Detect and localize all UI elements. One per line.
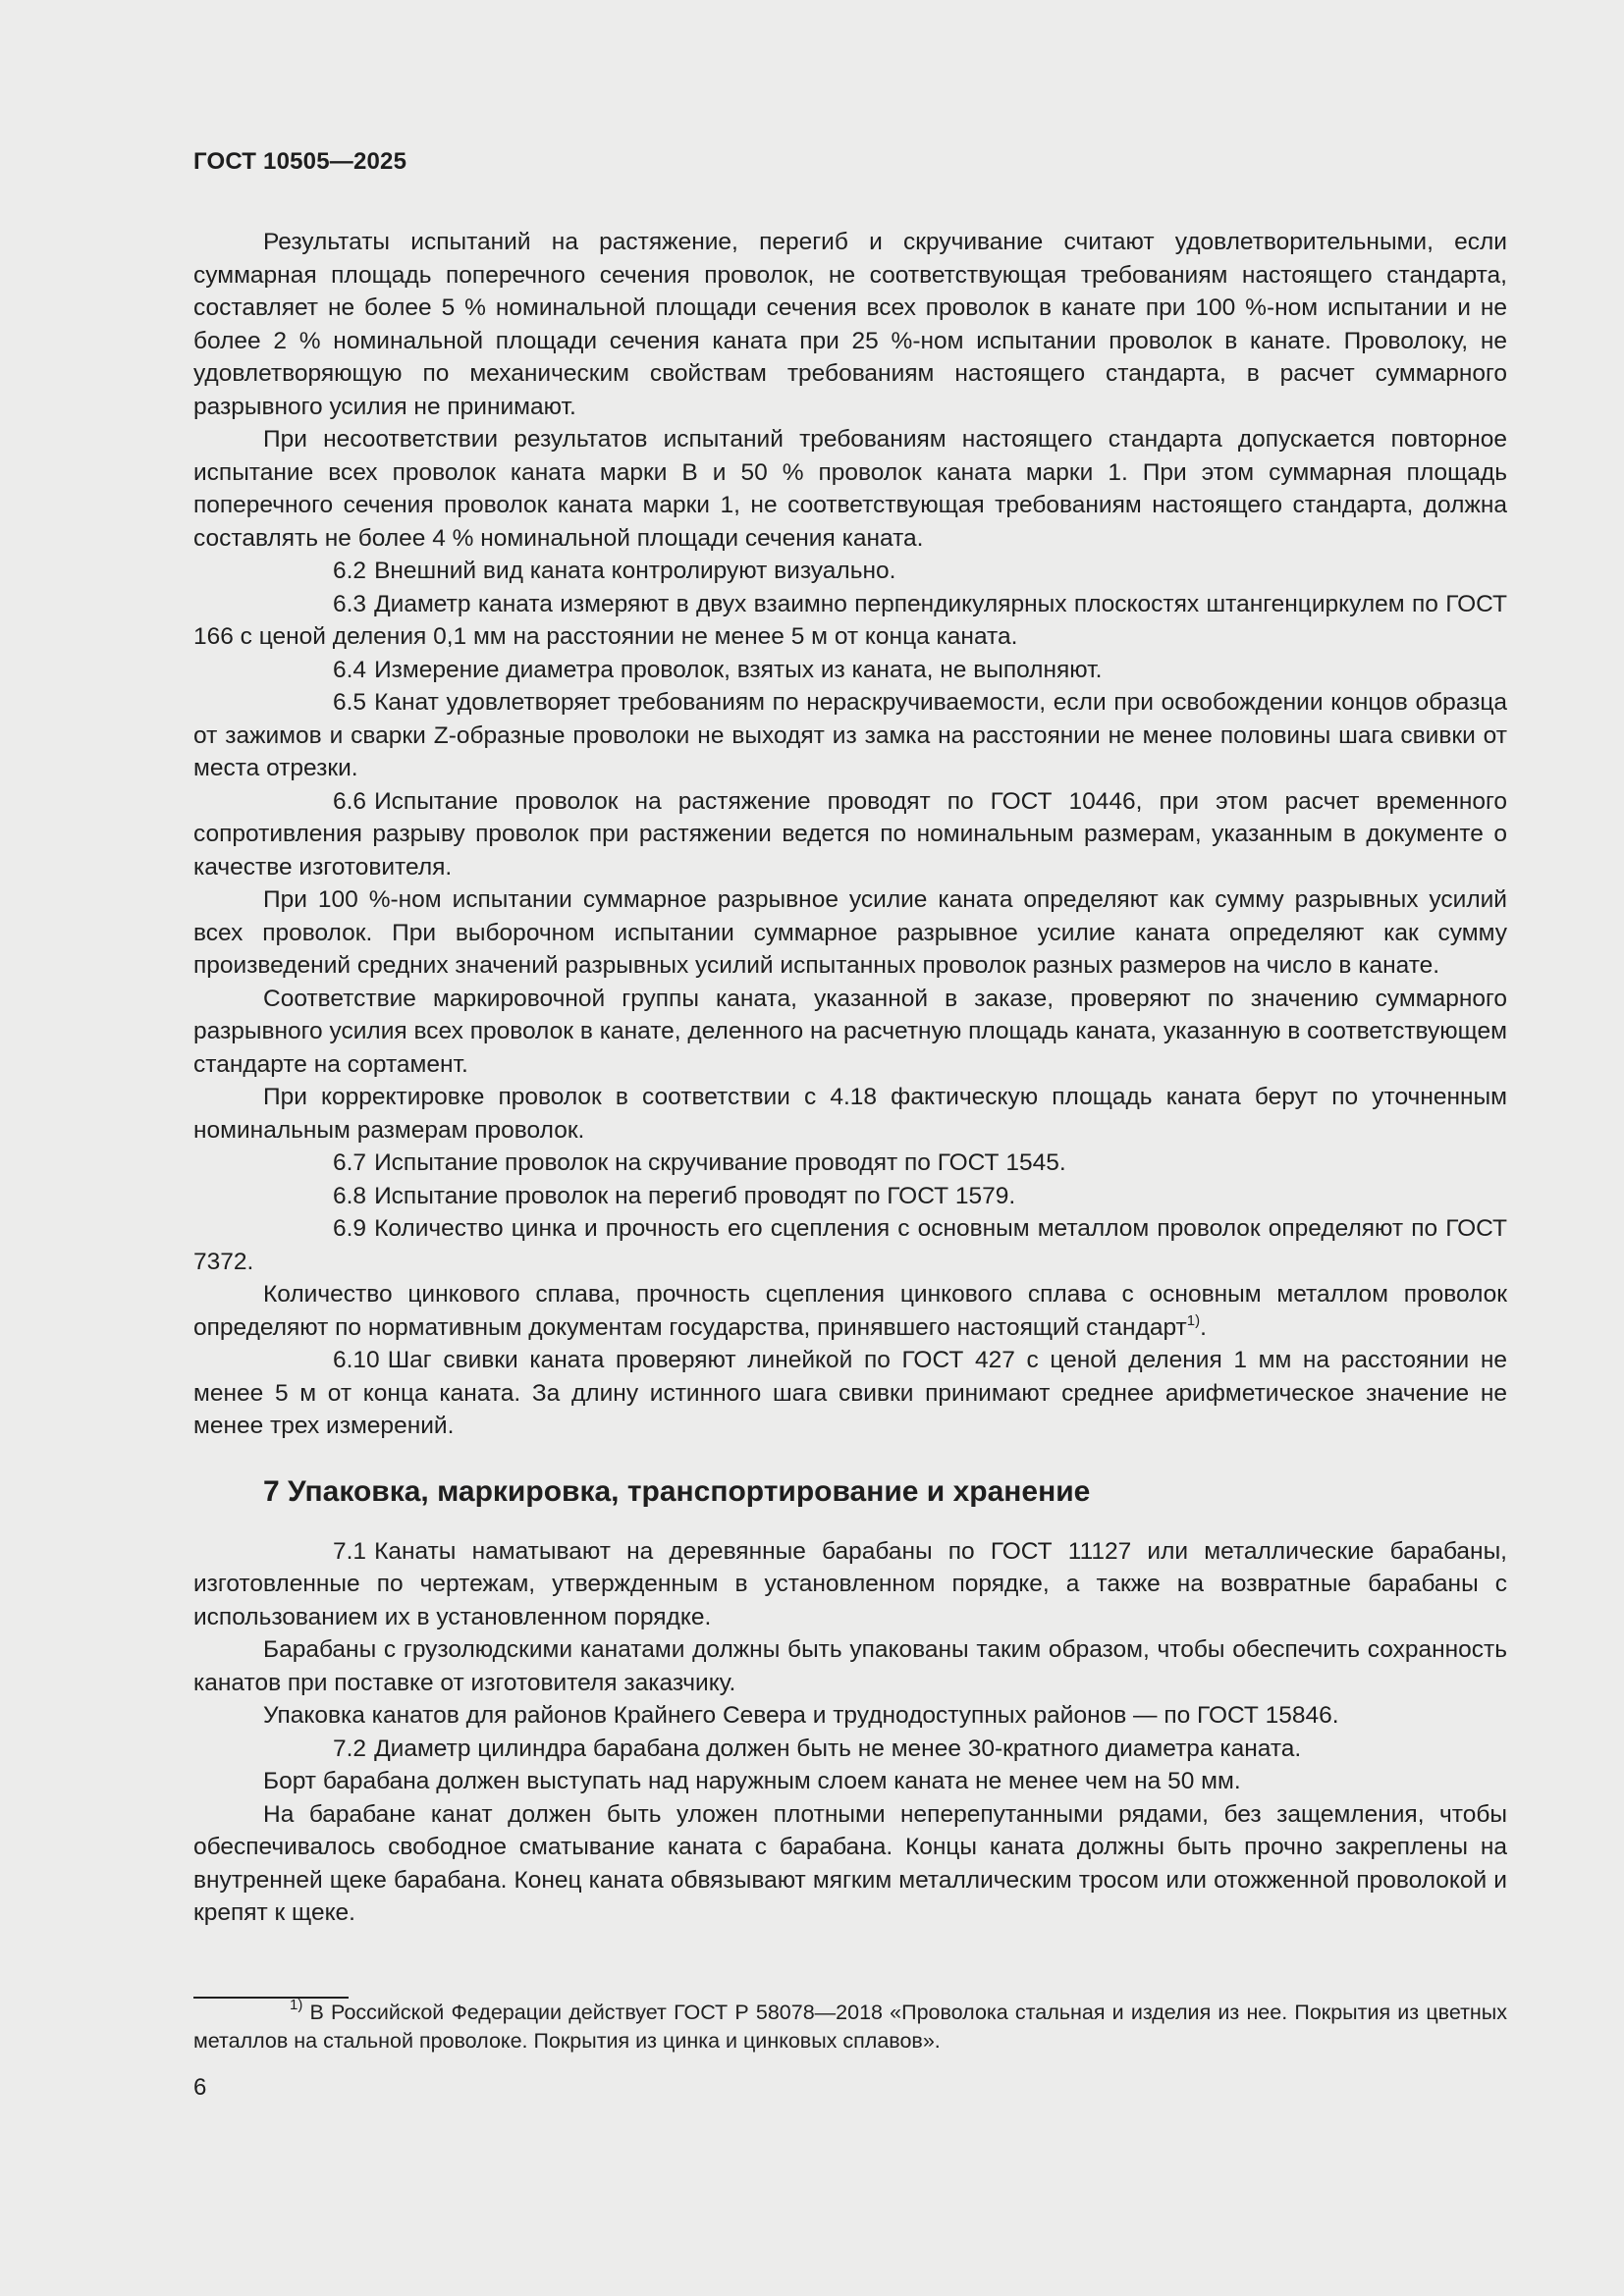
paragraph: Барабаны с грузолюдскими канатами должны быть упакованы таким образом, чтобы обеспечить сохранность канатов при поставке от изготовителя заказчику. [193, 1636, 1507, 1696]
footnote [193, 1999, 1507, 2056]
clause-number: 6.10 [333, 1347, 380, 1373]
page-number: 6 [193, 2074, 207, 2101]
paragraph: Упаковка канатов для районов Крайнего Севера и труднодоступных районов — по ГОСТ 15846. [263, 1702, 1339, 1729]
document-body [193, 226, 1507, 1930]
clause-text: Канат удовлетворяет требованиям по нераскручиваемости, если при освобождении концов образца от зажимов и сварки Z-образные проволоки не выходят из замка на расстоянии не менее половины шага свивки от места отрезки. [193, 689, 1507, 781]
clause-text: Шаг свивки каната проверяют линейкой по ГОСТ 427 с ценой деления 1 мм на расстоянии не менее 5 м от конца каната. За длину истинного шага свивки принимают среднее арифметическое значение не менее трех измерений. [193, 1347, 1507, 1439]
clause-text: Диаметр цилиндра барабана должен быть не менее 30-кратного диаметра каната. [374, 1735, 1302, 1762]
footnote-reference[interactable]: 1) [1186, 1311, 1201, 1329]
paragraph-zinc-alloy [193, 1278, 1507, 1344]
paragraph-tail: . [1200, 1313, 1207, 1341]
clause-text: Измерение диаметра проволок, взятых из каната, не выполняют. [374, 656, 1103, 683]
clause-6-4 [193, 654, 1507, 687]
clause-number: 6.9 [333, 1215, 367, 1242]
clause-6-3 [193, 588, 1507, 654]
paragraph: При корректировке проволок в соответствии с 4.18 фактическую площадь каната берут по уточненным номинальным размерам проволок. [193, 1084, 1507, 1144]
clause-number: 6.4 [333, 656, 367, 683]
clause-7-1 [193, 1535, 1507, 1634]
clause-text: Испытание проволок на растяжение проводят по ГОСТ 10446, при этом расчет временного сопротивления разрыву проволок при растяжении ведется по номинальным размерам, указанным в документе о качестве изготовителя. [193, 787, 1507, 881]
paragraph: При несоответствии результатов испытаний требованиям настоящего стандарта допускается повторное испытание всех проволок каната марки В и 50 % проволок каната марки 1. При этом суммарная площадь поперечного сечения проволок каната марки 1, не соответствующая требованиям настоящего стандарта, должна составлять не более 4 % номинальной площади сечения каната. [193, 426, 1507, 552]
paragraph: Борт барабана должен выступать над наружным слоем каната не менее чем на 50 мм. [263, 1768, 1241, 1794]
paragraph: При 100 %-ном испытании суммарное разрывное усилие каната определяют как сумму разрывных усилий всех проволок. При выборочном испытании суммарное разрывное усилие каната определяют как сумму произведений средних значений разрывных усилий испытанных проволок разных размеров на число в канате. [193, 886, 1507, 979]
clause-number: 6.6 [333, 787, 367, 815]
paragraph: На барабане канат должен быть уложен плотными неперепутанными рядами, без защемления, чтобы обеспечивалось свободное сматывание каната с барабана. Концы каната должны быть прочно закреплены на внутренней щеке барабана. Конец каната обвязывают мягким металлическим тросом или отожженной проволокой и крепят к щеке. [193, 1800, 1507, 1926]
paragraph: Соответствие маркировочной группы каната, указанной в заказе, проверяют по значению суммарного разрывного усилия всех проволок в канате, деленного на расчетную площадь каната, указанную в соответствующем стандарте на сортамент. [193, 985, 1507, 1078]
clause-text: Испытание проволок на перегиб проводят по ГОСТ 1579. [374, 1182, 1016, 1209]
clause-text: Канаты наматывают на деревянные барабаны по ГОСТ 11127 или металлические барабаны, изготовленные по чертежам, утвержденным в установленном порядке, а также на возвратные барабаны с использованием их в установленном порядке. [193, 1537, 1507, 1630]
clause-6-10 [193, 1344, 1507, 1443]
clause-number: 6.2 [333, 558, 367, 584]
clause-number: 6.8 [333, 1182, 367, 1209]
clause-number: 6.7 [333, 1149, 367, 1176]
paragraph-text: Количество цинкового сплава, прочность сцепления цинкового сплава с основным металлом проволок определяют по нормативным документам государства, принявшего настоящий стандарт [193, 1281, 1507, 1341]
clause-7-2 [193, 1733, 1507, 1766]
clause-6-8 [193, 1180, 1507, 1213]
clause-number: 7.1 [333, 1537, 367, 1565]
clause-text: Количество цинка и прочность его сцепления с основным металлом проволок определяют по ГОСТ 7372. [193, 1215, 1507, 1275]
clause-text: Испытание проволок на скручивание проводят по ГОСТ 1545. [374, 1149, 1066, 1176]
clause-text: Внешний вид каната контролируют визуально. [374, 558, 896, 584]
section-heading: 7 Упаковка, маркировка, транспортирование и хранение [263, 1474, 1091, 1508]
clause-6-6 [193, 785, 1507, 884]
paragraph: Результаты испытаний на растяжение, перегиб и скручивание считают удовлетворительными, если суммарная площадь поперечного сечения проволок, не соответствующая требованиям настоящего стандарта, составляет не более 5 % номинальной площади сечения всех проволок в канате при 100 %-ном испытании и не более 2 % номинальной площади сечения каната при 25 %-ном испытании проволок в канате. Проволоку, не удовлетворяющую по механическим свойствам требованиям настоящего стандарта, в расчет суммарного разрывного усилия не принимают. [193, 229, 1507, 420]
clause-6-5 [193, 686, 1507, 785]
clause-6-9 [193, 1212, 1507, 1278]
clause-number: 6.3 [333, 590, 367, 617]
clause-number: 7.2 [333, 1735, 367, 1762]
footnote-mark: 1) [290, 1997, 303, 2013]
footnote-text: В Российской Федерации действует ГОСТ Р 58078—2018 «Проволока стальная и изделия из нее. Покрытия из цветных металлов на стальной проволоке. Покрытия из цинка и цинковых сплавов». [193, 2001, 1507, 2053]
clause-number: 6.5 [333, 689, 367, 716]
document-header: ГОСТ 10505—2025 [193, 148, 407, 175]
clause-6-2 [193, 555, 1507, 588]
clause-text: Диаметр каната измеряют в двух взаимно перпендикулярных плоскостях штангенциркулем по ГОСТ 166 с ценой деления 0,1 мм на расстоянии не менее 5 м от конца каната. [193, 590, 1507, 650]
clause-6-7 [193, 1147, 1507, 1180]
